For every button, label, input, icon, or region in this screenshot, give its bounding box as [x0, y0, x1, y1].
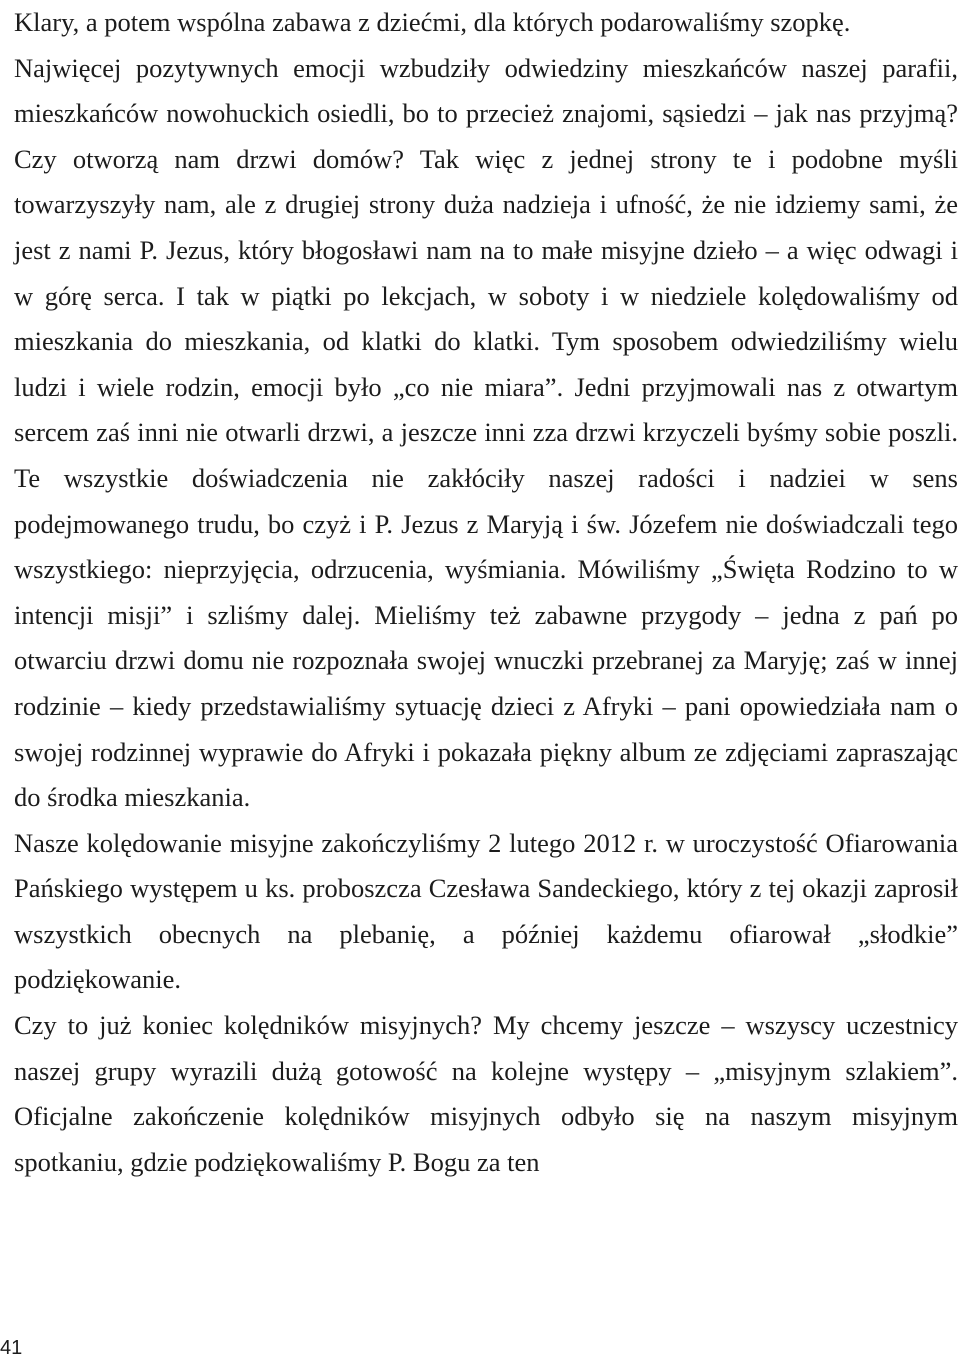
page-number: 41: [0, 1337, 23, 1359]
body-text: [14, 0, 958, 1185]
paragraph-1: Klary, a potem wspólna zabawa z dziećmi, dla których podarowaliśmy szopkę.: [14, 7, 851, 37]
paragraph-2: Najwięcej pozytywnych emocji wzbudziły odwiedziny mieszkańców naszej parafii, mieszkańców nowohuckich osiedli, bo to przecież znajomi, sąsiedzi – jak nas przyjmą? Czy otworzą nam drzwi domów? Tak więc z jednej strony te i podobne myśli towarzyszyły nam, ale z drugiej strony duża nadzieja i ufność, że nie idziemy sami, że jest z nami P. Jezus, który błogosławi nam na to małe misyjne dzieło – a więc odwagi i w górę serca. I tak w piątki po lekcjach, w soboty i w niedziele kolędowaliśmy od mieszkania do mieszkania, od klatki do klatki. Tym sposobem odwiedziliśmy wielu ludzi i wiele rodzin, emocji było „co nie miara”. Jedni przyjmowali nas z otwartym sercem zaś inni nie otwarli drzwi, a jeszcze inni zza drzwi krzyczeli byśmy sobie poszli. Te wszystkie doświadczenia nie zakłóciły naszej radości i nadziei w sens podejmowanego trudu, bo czyż i P. Jezus z Maryją i św. Józefem nie doświadczali tego wszystkiego: nieprzyjęcia, odrzucenia, wyśmiania. Mówiliśmy „Święta Rodzino to w intencji misji” i szliśmy dalej. Mieliśmy też zabawne przygody – jedna z pań po otwarciu drzwi domu nie rozpoznała swojej wnuczki przebranej za Maryję; zaś w innej rodzinie – kiedy przedstawialiśmy sytuację dzieci z Afryki – pani opowiedziała nam o swojej rodzinnej wyprawie do Afryki i pokazała piękny album ze zdjęciami zapraszając do środka mieszkania.: [14, 52, 958, 813]
paragraph-4: Czy to już koniec kolędników misyjnych? My chcemy jeszcze – wszyscy uczestnicy naszej grupy wyrazili dużą gotowość na kolejne występy – „misyjnym szlakiem”. Oficjalne zakończenie kolędników misyjnych odbyło się na naszym misyjnym spotkaniu, gdzie podziękowaliśmy P. Bogu za ten: [14, 1010, 958, 1177]
paragraph-3: Nasze kolędowanie misyjne zakończyliśmy 2 lutego 2012 r. w uroczystość Ofiarowania Pańskiego występem u ks. proboszcza Czesława Sandeckiego, który z tej okazji zaprosił wszystkich obecnych na plebanię, a później każdemu ofiarował „słodkie” podziękowanie.: [14, 827, 958, 995]
